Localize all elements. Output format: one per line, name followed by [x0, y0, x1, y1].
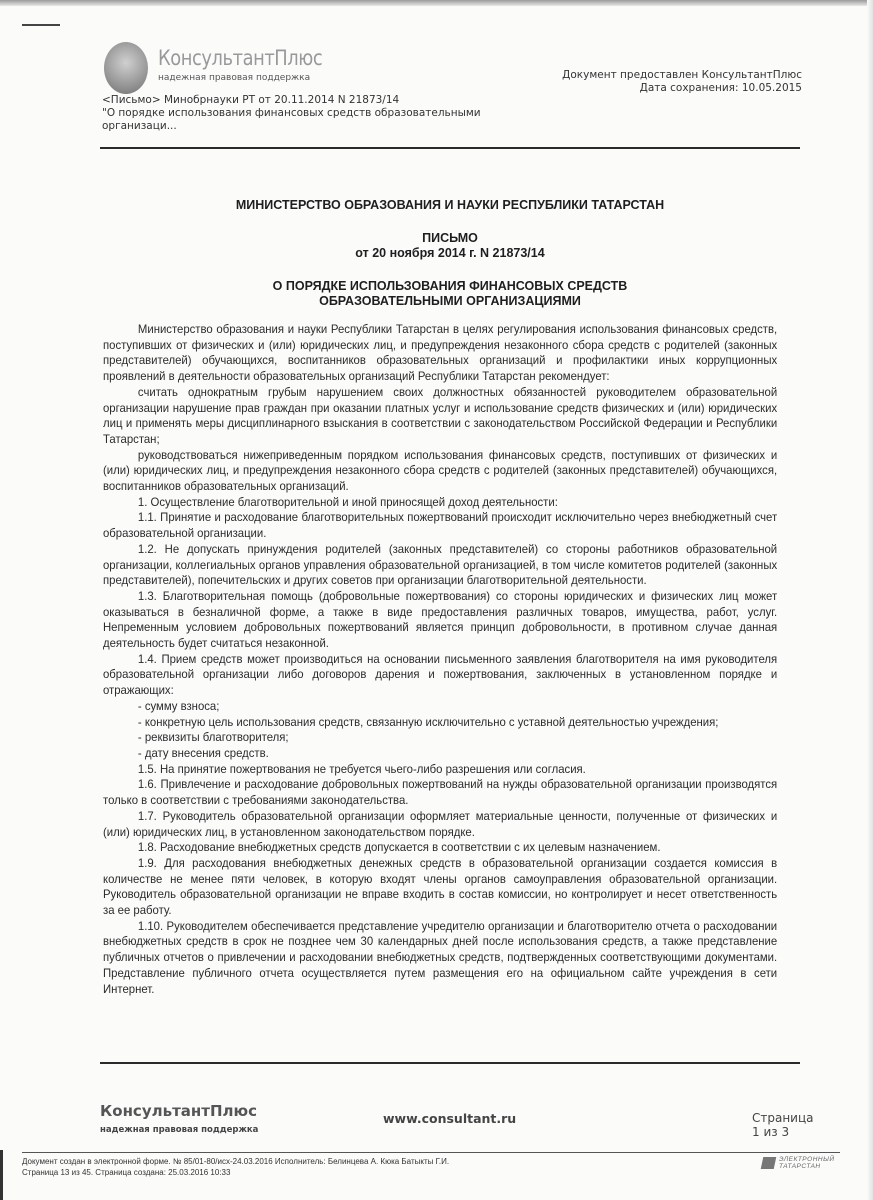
doc-ref-line: "О порядке использования финансовых средств образовательными [102, 107, 481, 119]
paragraph: 1.3. Благотворительная помощь (добровольные пожертвования) со стороны юридических и физических лиц может оказываться в безналичной форме, а также в виде предоставления различных товаров, имущества, работ, услуг. Непременным условием добровольных пожертвований является принцип добровольности, в противном случае данная деятельность будет считаться незаконной. [103, 589, 778, 651]
doc-ref-line: <Письмо> Минобрнауки РТ от 20.11.2014 N 21873/14 [102, 94, 400, 106]
provided-by-block [562, 69, 802, 95]
list-item: - дату внесения средств. [137, 746, 269, 760]
meta-line: Документ создан в электронной форме. № 85/01-80/исх-24.03.2016 Исполнитель: Белинцева А. Кюка Батыкты Г.И. [22, 1157, 450, 1166]
doc-date-number: от 20 ноября 2014 г. N 21873/14 [355, 246, 545, 260]
paragraph: 1.5. На принятие пожертвования не требуется чьего-либо разрешения или согласия. [137, 762, 586, 776]
doc-type: ПИСЬМО [422, 231, 478, 245]
footer-divider [100, 1062, 800, 1064]
et-line: ТАТАРСТАН [779, 1163, 821, 1170]
page-number: Страница 1 из 3 [752, 1111, 814, 1139]
page-header [102, 42, 802, 142]
page-footer [100, 1102, 820, 1142]
scan-right-edge [867, 0, 873, 1200]
meta-divider [22, 1152, 840, 1153]
logo-portrait-icon [104, 42, 148, 94]
et-line: ЭЛЕКТРОННЫЙ [779, 1156, 835, 1163]
consultant-logo [102, 42, 402, 92]
header-divider [100, 147, 800, 149]
paragraph: 1.10. Руководителем обеспечивается представление учредителю организации и благотворителю отчета о расходовании внебюджетных средств в срок не позднее чем 30 календарных дней после использования средств, а также представление публичных отчетов о привлечении и расходовании внебюджетных средств, подтвержденных соответствующими документами. Представление публичного отчета осуществляется путем размещения его на официальном сайте учреждения в сети Интернет. [103, 919, 778, 996]
logo-title: КонсультантПлюс [158, 46, 323, 70]
paragraph: 1.9. Для расходования внебюджетных денежных средств в образовательной организации создается комиссия в количестве не менее пяти человек, в которую входят члены органов самоуправления образовательной организации. Руководитель образовательной организации не вправе входить в состав комиссии, но контролирует и несет ответственность за ее работу. [103, 856, 778, 918]
document-body [103, 322, 777, 997]
document-reference [102, 94, 502, 133]
list-item: - реквизиты благотворителя; [137, 731, 289, 745]
paragraph: 1.8. Расходование внебюджетных средств допускается в соответствии с их целевым назначением. [137, 841, 661, 855]
scan-left-edge [0, 1150, 3, 1200]
list-item: - сумму взноса; [137, 699, 220, 713]
meta-line: Страница 13 из 45. Страница создана: 25.03.2016 10:33 [22, 1168, 231, 1177]
subject-heading [100, 279, 800, 309]
footer-url-link[interactable]: www.consultant.ru [383, 1111, 517, 1126]
footer-brand: КонсультантПлюс [100, 1102, 257, 1120]
scan-mark [22, 24, 60, 26]
et-logo-text [779, 1156, 835, 1170]
subject-line: ОБРАЗОВАТЕЛЬНЫМИ ОРГАНИЗАЦИЯМИ [319, 294, 581, 308]
paragraph: считать однократным грубым нарушением своих должностных обязанностей руководителем образовательной организации нарушение прав граждан при оказании платных услуг и использование средств физических и (или) юридических лиц и применять меры дисциплинарного взыскания в соответствии с законодательством Российской Федерации и Республики Татарстан; [103, 385, 778, 446]
paragraph: 1.6. Привлечение и расходование добровольных пожертвований на нужды образовательной организации производятся только в соответствии с требованиями законодательства. [103, 778, 778, 808]
letter-heading [100, 231, 800, 261]
paragraph: Министерство образования и науки Республики Татарстан в целях регулирования использования финансовых средств, поступивших от физических и (или) юридических лиц, и предупреждения незаконного сбора средств с родителей (законных представителей) обучающихся, воспитанников образовательных организаций и профилактики иных коррупционных проявлений в деятельности образовательных организаций Республики Татарстан рекомендует: [103, 323, 778, 384]
save-date: Дата сохранения: 10.05.2015 [639, 82, 802, 94]
subject-line: О ПОРЯДКЕ ИСПОЛЬЗОВАНИЯ ФИНАНСОВЫХ СРЕДСТВ [272, 279, 628, 293]
paragraph: руководствоваться нижеприведенным порядком использования финансовых средств, поступивших от физических и (или) юридических лиц, и предупреждения незаконного сбора средств с родителей (законных представителей) обучающихся, воспитанников образовательных организаций. [103, 448, 778, 494]
footer-tagline: надежная правовая поддержка [100, 1125, 259, 1135]
paragraph: 1.2. Не допускать принуждения родителей (законных представителей) со стороны работников образовательной организации, коллегиальных органов управления образовательной организацией, в том числе комитетов родителей (законных представителей), попечительских и других советов при организации благотворительной деятельности. [103, 542, 778, 588]
scan-metadata [22, 1156, 449, 1178]
paragraph: 1.4. Прием средств может производиться на основании письменного заявления благотворителя на имя руководителя образовательной организации либо договоров дарения и пожертвования, заключенных в установленном порядке и отражающих: [103, 652, 778, 698]
provided-by: Документ предоставлен КонсультантПлюс [562, 69, 802, 81]
electronic-tatarstan-logo [762, 1154, 842, 1174]
paragraph: 1.1. Принятие и расходование благотворительных пожертвований происходит исключительно через внебюджетный счет образовательной организации. [103, 511, 778, 541]
scan-top-edge [0, 0, 873, 6]
logo-subtitle: надежная правовая поддержка [158, 73, 311, 83]
ministry-title: МИНИСТЕРСТВО ОБРАЗОВАНИЯ И НАУКИ РЕСПУБЛИКИ ТАТАРСТАН [235, 198, 665, 212]
et-logo-icon [761, 1157, 777, 1169]
list-item: - конкретную цель использования средств, связанную исключительно с уставной деятельностью учреждения; [137, 715, 719, 729]
doc-ref-line: организаци... [102, 120, 177, 132]
paragraph: 1.7. Руководитель образовательной организации оформляет материальные ценности, полученные от физических и (или) юридических лиц, в установленном законодательством порядке. [103, 809, 778, 839]
paragraph: 1. Осуществление благотворительной и иной приносящей доход деятельности: [137, 495, 558, 509]
